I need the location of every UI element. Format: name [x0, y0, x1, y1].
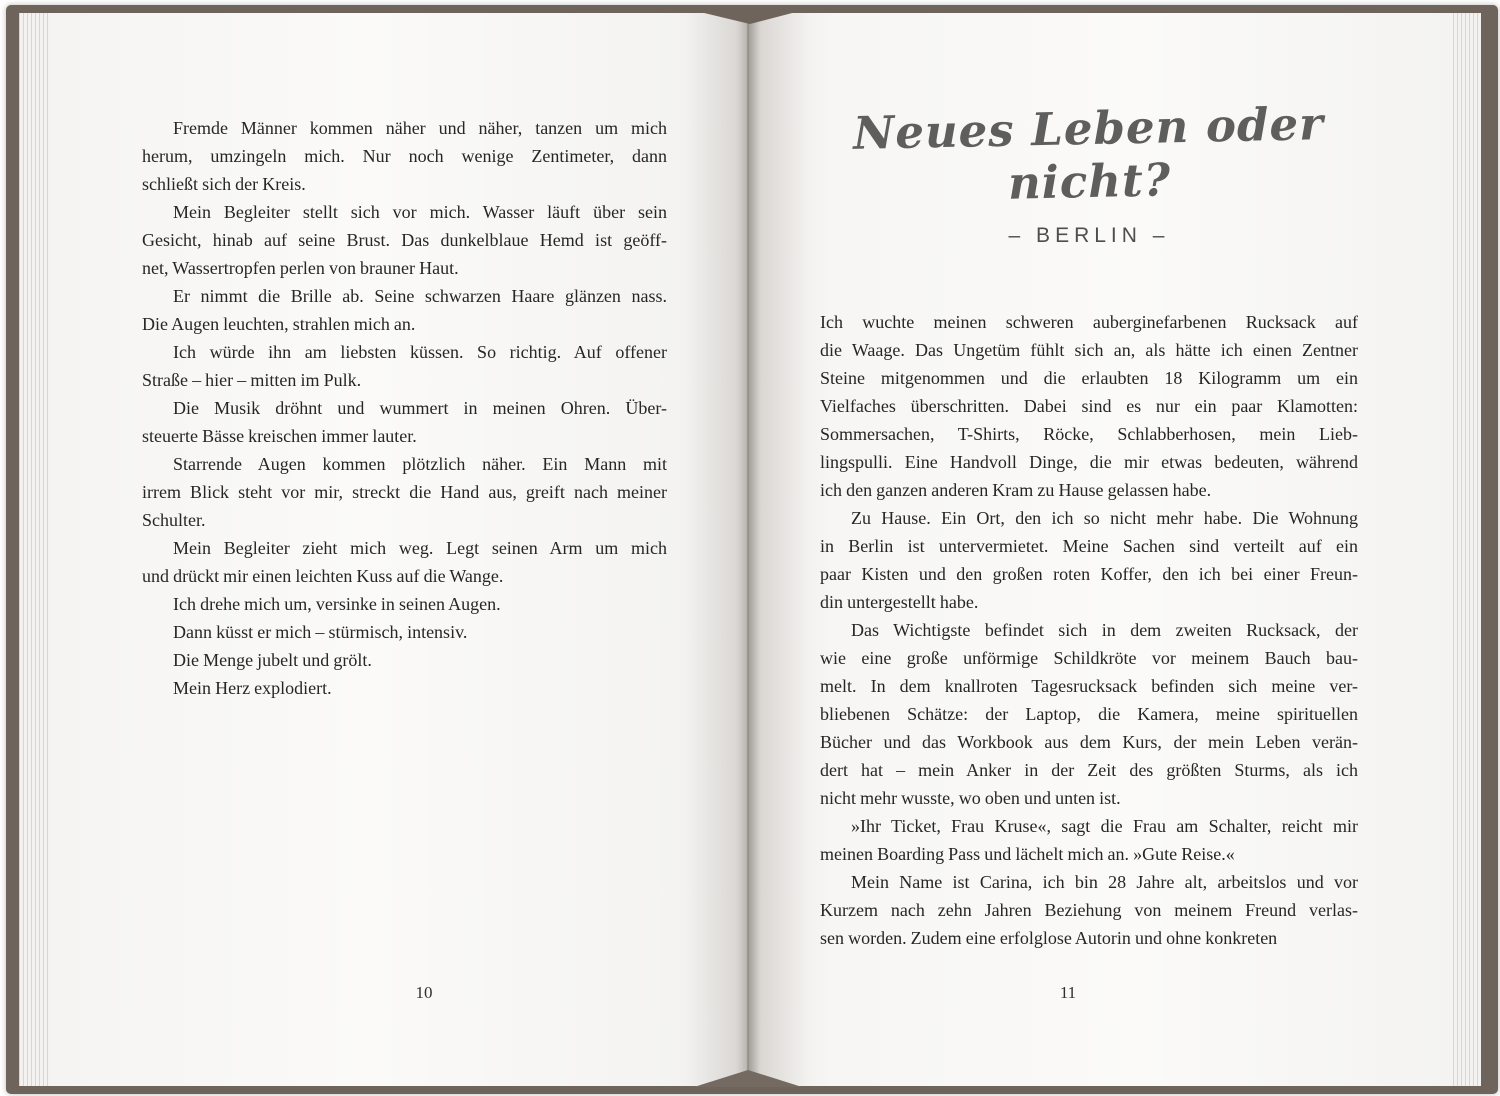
paragraph	[142, 338, 667, 394]
text-line: Schulter.	[142, 510, 206, 530]
paragraph	[142, 590, 667, 618]
page-edge-stack-right	[1453, 13, 1481, 1086]
right-page-number: 11	[1059, 983, 1077, 1002]
paragraph	[142, 618, 667, 646]
paragraph	[142, 674, 667, 702]
chapter-subtitle: – BERLIN –	[1008, 224, 1170, 247]
text-line: irrem Blick steht vor mir, streckt die Hand aus, greift nach meiner	[142, 482, 667, 502]
text-line: Starrende Augen kommen plötzlich näher. Ein Mann mit	[173, 454, 667, 474]
text-line: dert hat – mein Anker in der Zeit des größten Sturms, als ich	[820, 760, 1358, 780]
paragraph	[142, 450, 667, 534]
text-line: Sommersachen, T-Shirts, Röcke, Schlabberhosen, mein Lieb-	[820, 424, 1358, 444]
text-line: Mein Begleiter stellt sich vor mich. Wasser läuft über sein	[173, 202, 667, 222]
text-line: Die Augen leuchten, strahlen mich an.	[142, 314, 416, 334]
text-line: Das Wichtigste befindet sich in dem zweiten Rucksack, der	[851, 620, 1358, 640]
text-line: die Waage. Das Ungetüm fühlt sich an, als hätte ich einen Zentner	[820, 340, 1358, 360]
text-line: sen worden. Zudem eine erfolglose Autorin und ohne konkreten	[820, 928, 1278, 948]
text-line: Ich wuchte meinen schweren auberginefarbenen Rucksack auf	[820, 312, 1358, 332]
text-line: Mein Herz explodiert.	[173, 678, 332, 698]
text-line: Kurzem nach zehn Jahren Beziehung von meinem Freund verlas-	[820, 900, 1358, 920]
text-line: wie eine große unförmige Schildkröte vor meinem Bauch bau-	[820, 648, 1358, 668]
paragraph	[142, 282, 667, 338]
text-line: Fremde Männer kommen näher und näher, tanzen um mich	[173, 118, 667, 138]
text-line: Ich drehe mich um, versinke in seinen Augen.	[173, 594, 501, 614]
text-line: Gesicht, hinab auf seine Brust. Das dunkelblaue Hemd ist geöff-	[142, 230, 667, 250]
text-line: Die Menge jubelt und grölt.	[173, 650, 372, 670]
text-line: bliebenen Schätze: der Laptop, die Kamera, meine spirituellen	[820, 704, 1358, 724]
text-line: meinen Boarding Pass und lächelt mich an. »Gute Reise.«	[820, 844, 1235, 864]
paragraph	[820, 812, 1358, 868]
text-line: Er nimmt die Brille ab. Seine schwarzen Haare glänzen nass.	[173, 286, 667, 306]
text-line: steuerte Bässe kreischen immer lauter.	[142, 426, 417, 446]
page-edge-stack-left	[19, 13, 49, 1086]
text-line: und drückt mir einen leichten Kuss auf die Wange.	[142, 566, 504, 586]
text-line: nicht mehr wusste, wo oben und unten ist.	[820, 788, 1121, 808]
text-line: schließt sich der Kreis.	[142, 174, 306, 194]
text-line: ich den ganzen anderen Kram zu Hause gelassen habe.	[820, 480, 1212, 500]
chapter-title: Neues Leben oder nicht?	[852, 97, 1325, 210]
text-line: Dann küsst er mich – stürmisch, intensiv.	[173, 622, 468, 642]
paragraph	[820, 504, 1358, 616]
text-line: Bücher und das Workbook aus dem Kurs, der mein Leben verän-	[820, 732, 1358, 752]
text-line: melt. In dem knallroten Tagesrucksack befinden sich meine ver-	[820, 676, 1358, 696]
book-gutter-line	[747, 13, 749, 1086]
text-line: net, Wassertropfen perlen von brauner Haut.	[142, 258, 459, 278]
text-line: Straße – hier – mitten im Pulk.	[142, 370, 362, 390]
text-line: lingspulli. Eine Handvoll Dinge, die mir etwas bedeuten, während	[820, 452, 1358, 472]
text-line: Steine mitgenommen und die erlaubten 18 Kilogramm um ein	[820, 368, 1358, 388]
paragraph	[142, 114, 667, 198]
text-line: Ich würde ihn am liebsten küssen. So richtig. Auf offener	[173, 342, 667, 362]
paragraph	[820, 308, 1358, 504]
paragraph	[820, 868, 1358, 952]
text-line: Mein Begleiter zieht mich weg. Legt seinen Arm um mich	[173, 538, 667, 558]
paragraph	[142, 198, 667, 282]
left-page-text	[142, 114, 667, 702]
paragraph	[820, 616, 1358, 812]
text-line: Die Musik dröhnt und wummert in meinen Ohren. Über-	[173, 398, 667, 418]
paragraph	[142, 646, 667, 674]
right-page-text	[820, 308, 1358, 952]
text-line: in Berlin ist untervermietet. Meine Sachen sind verteilt auf ein	[820, 536, 1358, 556]
left-page-number: 10	[415, 983, 433, 1002]
text-line: Vielfaches überschritten. Dabei sind es nur ein paar Klamotten:	[820, 396, 1358, 416]
text-line: »Ihr Ticket, Frau Kruse«, sagt die Frau am Schalter, reicht mir	[851, 816, 1358, 836]
text-line: din untergestellt habe.	[820, 592, 979, 612]
text-line: herum, umzingeln mich. Nur noch wenige Zentimeter, dann	[142, 146, 667, 166]
paragraph	[142, 394, 667, 450]
text-line: Zu Hause. Ein Ort, den ich so nicht mehr habe. Die Wohnung	[851, 508, 1358, 528]
text-line: paar Kisten und den großen roten Koffer, den ich bei einer Freun-	[820, 564, 1358, 584]
paragraph	[142, 534, 667, 590]
text-line: Mein Name ist Carina, ich bin 28 Jahre alt, arbeitslos und vor	[851, 872, 1358, 892]
